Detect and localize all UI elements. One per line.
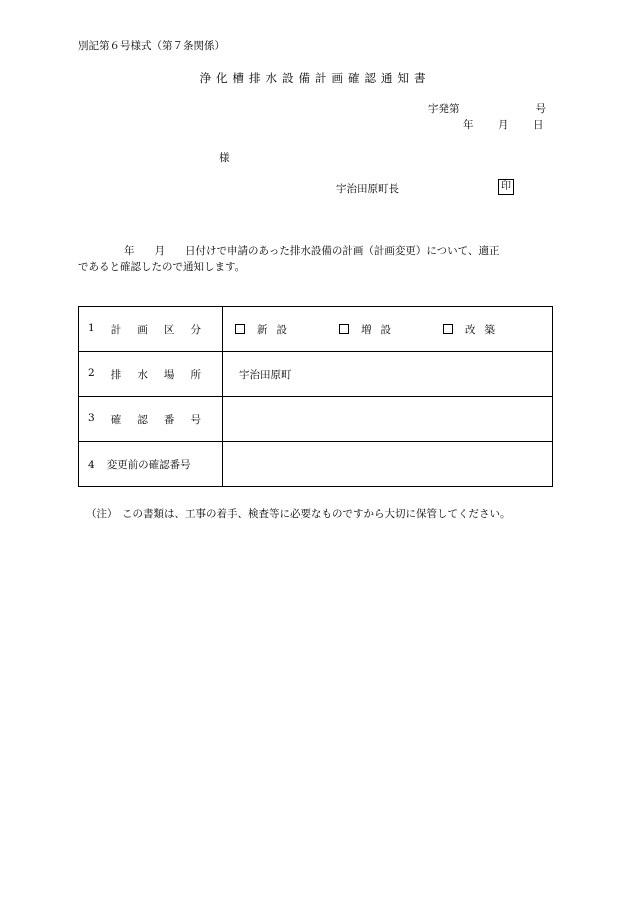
table-row [79, 352, 553, 397]
issue-date [463, 117, 544, 132]
addressee-suffix: 様 [219, 152, 230, 164]
date-year-label: 年 [463, 119, 474, 131]
body-line1: 日付けで申請のあった排水設備の計画（計画変更）について、適正 [185, 245, 500, 257]
option-extension[interactable] [339, 322, 443, 337]
option-renovation[interactable] [443, 322, 547, 337]
issuer-name: 宇治田原町長 [336, 183, 399, 195]
table-row [79, 442, 553, 487]
previous-confirmation-number-value[interactable] [223, 442, 553, 487]
table-row [79, 307, 553, 352]
row-label-previous-confirmation-number: 4 変更前の確認番号 [79, 442, 223, 487]
renovation-label: 改築 [465, 323, 504, 336]
date-day-label: 日 [533, 119, 544, 131]
row-label-plan-type: 1 計 画 区 分 [79, 307, 223, 352]
form-number: 別記第６号様式（第７条関係） [78, 40, 225, 52]
notice-body [78, 243, 552, 275]
new-construction-label: 新設 [257, 323, 296, 336]
row-label-drainage-location: 2 排 水 場 所 [79, 352, 223, 397]
seal-mark: 印 [498, 179, 514, 195]
confirmation-table [78, 306, 553, 487]
document-title: 浄化槽排水設備計画確認通知書 [199, 71, 431, 85]
plan-type-options [223, 307, 553, 352]
option-new-construction[interactable] [235, 322, 339, 337]
row-label-confirmation-number: 3 確 認 番 号 [79, 397, 223, 442]
footnote [86, 506, 511, 521]
table-row [79, 397, 553, 442]
body-line2: であると確認したので通知します。 [78, 261, 246, 273]
issue-number [428, 101, 546, 116]
drainage-location-value[interactable]: 宇治田原町 [223, 352, 553, 397]
body-month-label: 月 [154, 245, 165, 257]
extension-checkbox[interactable] [339, 324, 349, 334]
extension-label: 増設 [361, 323, 400, 336]
renovation-checkbox[interactable] [443, 324, 453, 334]
issue-number-prefix: 宇発第 [428, 103, 460, 115]
issue-number-suffix: 号 [535, 103, 546, 115]
date-month-label: 月 [498, 119, 509, 131]
body-year-label: 年 [124, 245, 135, 257]
confirmation-number-value[interactable] [223, 397, 553, 442]
note-text: この書類は、工事の着手、検査等に必要なものですから大切に保管してください。 [122, 508, 511, 520]
new-construction-checkbox[interactable] [235, 324, 245, 334]
note-mark: （注） [86, 508, 118, 520]
